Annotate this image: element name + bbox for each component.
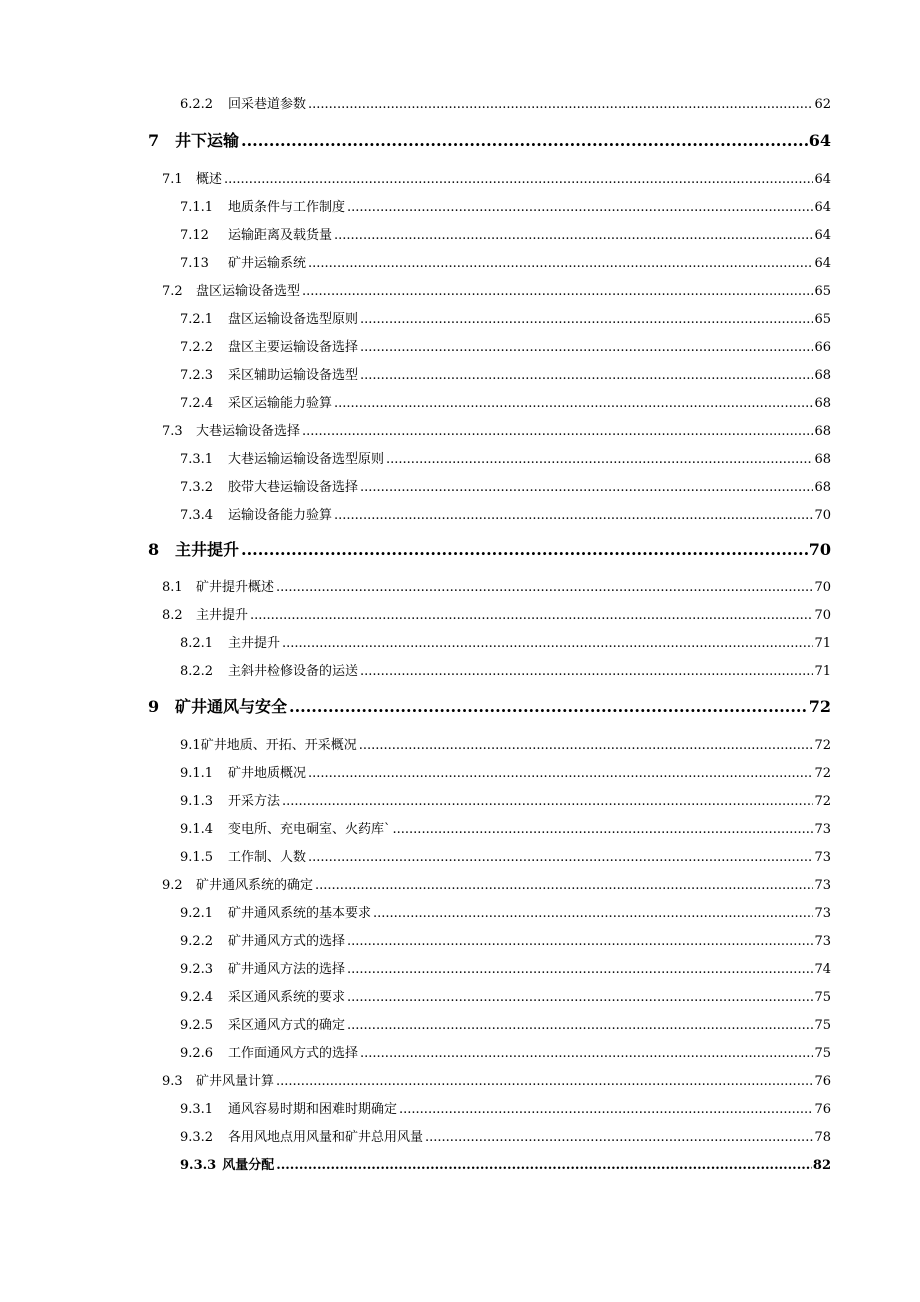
dot-leader [334,506,813,526]
toc-entry-title: 矿井通风方法的选择 [228,962,346,977]
dot-leader [360,1044,813,1064]
dot-leader [347,1016,813,1036]
toc-entry[interactable] [148,697,831,717]
toc-entry-number: 7.3 [162,424,183,439]
dot-leader [282,634,813,654]
toc-entry[interactable] [180,848,831,868]
toc-entry-number: 9.1.5 [180,850,214,865]
toc-entry-title: 矿井运输系统 [228,256,307,271]
toc-entry-number: 9.2.5 [180,1018,214,1033]
toc-entry-title: 盘区运输设备选型 [196,284,301,299]
toc-entry-title: 工作面通风方式的选择 [228,1046,359,1061]
toc-entry-page: 75 [814,1018,831,1033]
toc-entry[interactable] [180,478,831,498]
toc-entry-page: 73 [814,906,831,921]
toc-entry[interactable] [180,932,831,952]
toc-entry-title: 矿井通风与安全 [175,697,288,716]
toc-entry-number: 7.2.4 [180,396,214,411]
toc-entry-title: 运输距离及载货量 [228,228,333,243]
toc-entry-number: 9.2 [162,878,183,893]
toc-entry-page: 73 [814,934,831,949]
toc-entry-page: 64 [808,131,831,150]
dot-leader [241,131,808,151]
dot-leader [276,578,813,598]
toc-entry-page: 76 [814,1074,831,1089]
toc-entry-number: 7.1 [162,172,183,187]
toc-entry-number: 7.2.3 [180,368,214,383]
toc-entry-page: 72 [814,738,831,753]
toc-entry-page: 68 [814,452,831,467]
toc-entry[interactable] [180,310,831,330]
toc-entry[interactable] [162,1072,831,1092]
toc-entry-number: 9.2.1 [180,906,214,921]
toc-entry-number: 7 [148,131,160,150]
toc-entry-page: 73 [814,878,831,893]
dot-leader [289,697,808,717]
toc-entry-number: 7.2 [162,284,183,299]
toc-entry[interactable] [162,422,831,442]
toc-entry-page: 64 [814,228,831,243]
toc-entry[interactable] [148,131,831,151]
toc-entry-number: 7.2.2 [180,340,214,355]
toc-entry-title: 矿井通风方式的选择 [228,934,346,949]
toc-entry-title: 胶带大巷运输设备选择 [228,480,359,495]
toc-entry-number: 6.2.2 [180,97,214,112]
toc-entry-title: 回采巷道参数 [228,97,307,112]
dot-leader [308,764,813,784]
toc-entry-page: 72 [808,697,831,716]
toc-entry-number: 9.1.4 [180,822,214,837]
dot-leader [360,478,813,498]
toc-entry-number: 7.1.1 [180,200,214,215]
toc-entry[interactable] [180,226,831,246]
toc-entry[interactable] [162,606,831,626]
dot-leader [308,848,813,868]
dot-leader [308,95,813,115]
toc-entry[interactable] [180,1100,831,1120]
toc-entry-number: 7.12 [180,228,209,243]
toc-entry-title: 主井提升 [228,636,281,651]
toc-entry-page: 70 [814,508,831,523]
toc-entry-title: 矿井通风系统的基本要求 [228,906,372,921]
toc-entry-title: 矿井提升概述 [196,580,275,595]
dot-leader [334,394,813,414]
toc-entry-number: 9.3.3 [180,1158,217,1173]
toc-entry-page: 68 [814,368,831,383]
toc-entry-number: 9.3.2 [180,1130,214,1145]
toc-entry-number: 9.3 [162,1074,183,1089]
toc-entry-title: 矿井地质概况 [228,766,307,781]
dot-leader [359,736,814,756]
dot-leader [360,662,813,682]
toc-entry-page: 72 [814,794,831,809]
dot-leader [347,932,813,952]
toc-entry-title: 矿井地质、开拓、开采概况 [200,738,357,753]
toc-entry[interactable] [162,578,831,598]
toc-entry-number: 9.2.6 [180,1046,214,1061]
toc-entry-title: 变电所、充电硐室、火药库` [228,822,391,837]
dot-leader [360,366,813,386]
toc-entry[interactable] [180,254,831,274]
toc-entry[interactable] [162,282,831,302]
toc-entry-title: 盘区主要运输设备选择 [228,340,359,355]
toc-entry-page: 62 [814,97,831,112]
dot-leader [399,1100,813,1120]
toc-entry-page: 64 [814,200,831,215]
dot-leader [276,1156,812,1176]
toc-entry[interactable] [180,1016,831,1036]
toc-entry-page: 72 [814,766,831,781]
toc-entry[interactable] [180,988,831,1008]
toc-entry[interactable] [180,338,831,358]
toc-entry-number: 9.3.1 [180,1102,214,1117]
toc-entry-title: 采区运输能力验算 [228,396,333,411]
dot-leader [224,170,813,190]
dot-leader [360,310,813,330]
toc-entry[interactable] [180,450,831,470]
toc-entry[interactable] [180,662,831,682]
toc-entry[interactable] [162,876,831,896]
toc-entry[interactable] [148,540,831,560]
dot-leader [308,254,813,274]
toc-entry-title: 大巷运输设备选择 [196,424,301,439]
toc-entry-title: 主斜井检修设备的运送 [228,664,359,679]
dot-leader [334,226,813,246]
dot-leader [347,960,813,980]
toc-entry-title: 工作制、人数 [228,850,307,865]
toc-entry-number: 7.3.1 [180,452,214,467]
toc-entry[interactable] [180,736,831,756]
dot-leader [302,282,813,302]
toc-entry-number: 9.1.3 [180,794,214,809]
dot-leader [276,1072,813,1092]
toc-entry[interactable] [180,1044,831,1064]
toc-entry[interactable] [180,95,831,115]
toc-entry-number: 7.3.4 [180,508,214,523]
toc-entry-page: 68 [814,480,831,495]
toc-entry-title: 采区辅助运输设备选型 [228,368,359,383]
dot-leader [347,198,813,218]
toc-entry-page: 65 [814,312,831,327]
toc-entry-number: 9.2.4 [180,990,214,1005]
toc-entry-number: 7.2.1 [180,312,214,327]
toc-entry-page: 70 [814,580,831,595]
toc-entry-page: 65 [814,284,831,299]
dot-leader [315,876,813,896]
toc-entry-title: 矿井通风系统的确定 [196,878,314,893]
toc-entry-number: 9.2.3 [180,962,214,977]
toc-entry-page: 71 [814,664,831,679]
dot-leader [373,904,813,924]
dot-leader [282,792,813,812]
toc-entry-title: 井下运输 [175,131,240,150]
toc-entry-page: 73 [814,822,831,837]
toc-entry[interactable] [180,820,831,840]
toc-entry[interactable] [180,366,831,386]
toc-entry-number: 8.2.2 [180,664,214,679]
toc-entry-number: 8.2.1 [180,636,214,651]
toc-entry[interactable] [180,1156,831,1176]
toc-entry-page: 82 [812,1158,831,1173]
toc-entry-page: 75 [814,990,831,1005]
toc-entry[interactable] [180,394,831,414]
toc-entry-page: 70 [808,540,831,559]
toc-entry[interactable] [180,904,831,924]
dot-leader [250,606,813,626]
toc-entry-number: 7.3.2 [180,480,214,495]
toc-entry-page: 73 [814,850,831,865]
toc-entry-title: 盘区运输设备选型原则 [228,312,359,327]
toc-entry-title: 概述 [196,172,223,187]
dot-leader [393,820,814,840]
toc-entry-page: 70 [814,608,831,623]
toc-entry-number: 8.2 [162,608,183,623]
toc-entry[interactable] [180,198,831,218]
toc-entry-number: 9.1.1 [180,766,214,781]
toc-entry[interactable] [180,792,831,812]
toc-entry-page: 64 [814,256,831,271]
dot-leader [302,422,813,442]
toc-entry-title: 主井提升 [196,608,249,623]
toc-entry-title: 通风容易时期和困难时期确定 [228,1102,398,1117]
toc-entry-title: 采区通风方式的确定 [228,1018,346,1033]
toc-entry-number: 9 [148,697,160,716]
toc-entry-number: 9.1 [180,738,201,753]
toc-entry[interactable] [180,506,831,526]
toc-entry-page: 64 [814,172,831,187]
toc-entry[interactable] [180,1128,831,1148]
toc-entry-page: 71 [814,636,831,651]
toc-entry[interactable] [180,960,831,980]
toc-entry-number: 8.1 [162,580,183,595]
toc-entry-title: 开采方法 [228,794,281,809]
toc-entry-title: 采区通风系统的要求 [228,990,346,1005]
toc-entry-page: 68 [814,396,831,411]
dot-leader [347,988,813,1008]
toc-entry-title: 风量分配 [222,1158,275,1173]
toc-entry-title: 地质条件与工作制度 [228,200,346,215]
toc-entry-title: 矿井风量计算 [196,1074,275,1089]
toc-entry-page: 66 [814,340,831,355]
dot-leader [241,540,808,560]
toc-entry-page: 74 [814,962,831,977]
toc-entry-title: 大巷运输运输设备选型原则 [228,452,385,467]
toc-entry-title: 运输设备能力验算 [228,508,333,523]
toc-entry[interactable] [180,634,831,654]
toc-entry-title: 各用风地点用风量和矿井总用风量 [228,1130,424,1145]
dot-leader [360,338,813,358]
toc-entry-page: 76 [814,1102,831,1117]
toc-entry-number: 7.13 [180,256,209,271]
toc-entry-title: 主井提升 [175,540,240,559]
dot-leader [425,1128,813,1148]
toc-entry-page: 68 [814,424,831,439]
dot-leader [386,450,813,470]
toc-entry[interactable] [180,764,831,784]
toc-entry-number: 9.2.2 [180,934,214,949]
toc-entry-page: 75 [814,1046,831,1061]
toc-entry-number: 8 [148,540,160,559]
toc-entry-page: 78 [814,1130,831,1145]
toc-entry[interactable] [162,170,831,190]
